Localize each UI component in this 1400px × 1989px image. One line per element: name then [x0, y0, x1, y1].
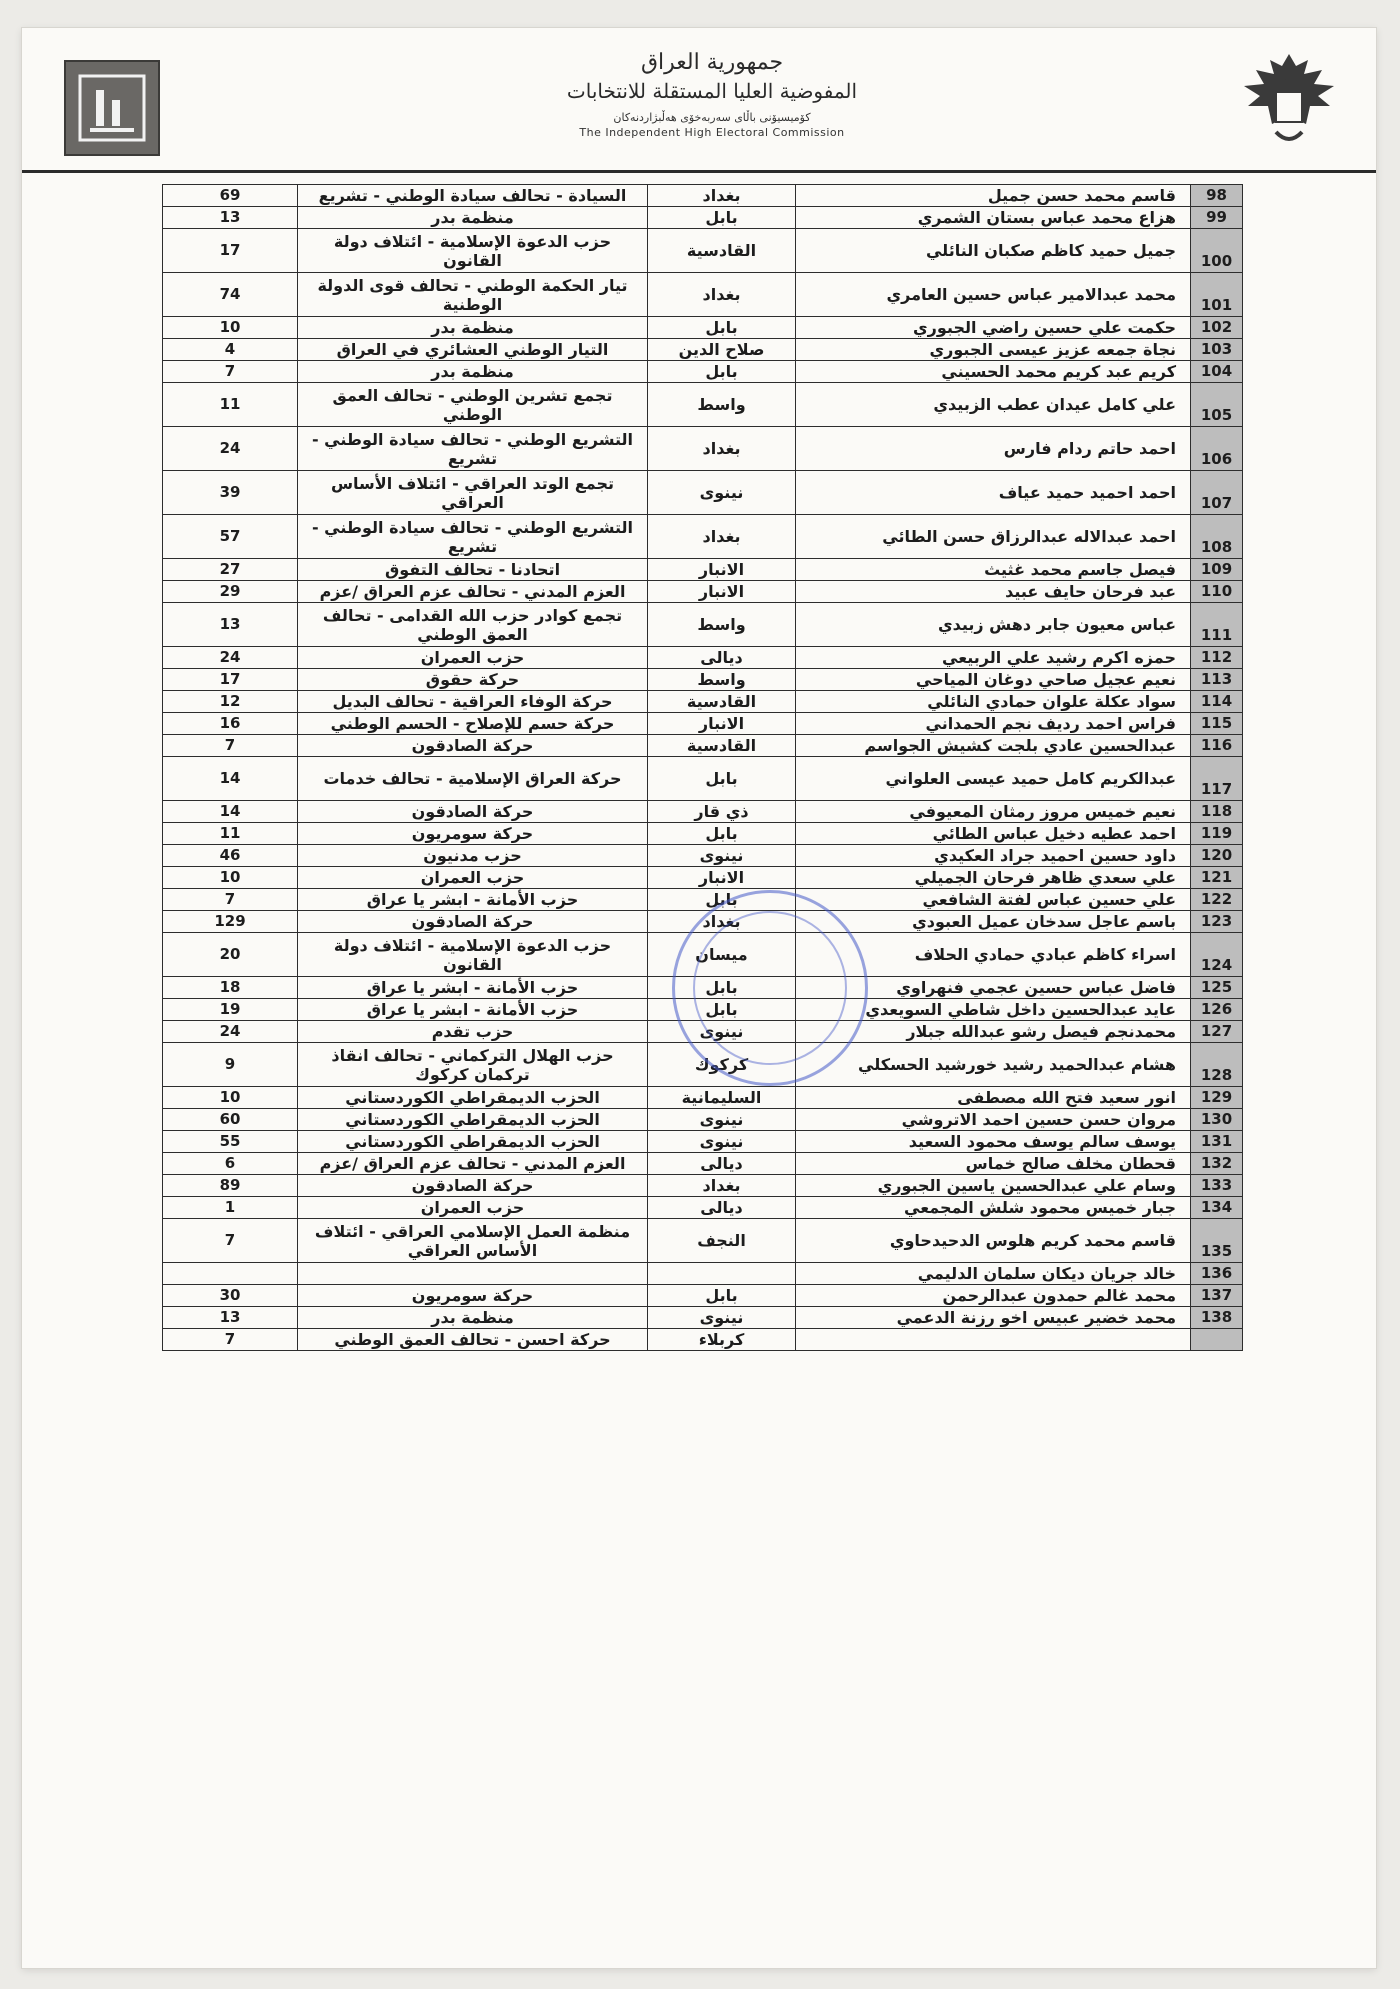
- row-number: 116: [1191, 735, 1243, 757]
- row-number: 126: [1191, 999, 1243, 1021]
- table-row: [163, 735, 1243, 757]
- vote-count: 30: [163, 1285, 298, 1307]
- vote-count: 7: [163, 1219, 298, 1263]
- province: بغداد: [648, 515, 796, 559]
- candidate-name: عايد عبدالحسين داخل شاطي السويعدي: [796, 999, 1191, 1021]
- province: واسط: [648, 603, 796, 647]
- org-line-kurdish: کۆمیسیۆنی باڵای سەربەخۆی هەڵبژاردنەکان: [613, 111, 811, 124]
- table-row: [163, 691, 1243, 713]
- vote-count: 6: [163, 1153, 298, 1175]
- table-row: [163, 867, 1243, 889]
- province: السليمانية: [648, 1087, 796, 1109]
- province: الانبار: [648, 559, 796, 581]
- party-name: حركة الصادقون: [298, 735, 648, 757]
- row-number: 121: [1191, 867, 1243, 889]
- results-table: [162, 184, 1243, 1351]
- table-row: [163, 889, 1243, 911]
- candidate-name: عبدالحسين عادي بلجت كشيش الجواسم: [796, 735, 1191, 757]
- org-line-country: جمهورية العراق: [640, 50, 784, 75]
- table-row: [163, 1263, 1243, 1285]
- party-name: حزب الأمانة - ابشر يا عراق: [298, 889, 648, 911]
- vote-count: [163, 1263, 298, 1285]
- candidate-name: يوسف سالم يوسف محمود السعيد: [796, 1131, 1191, 1153]
- row-number: 137: [1191, 1285, 1243, 1307]
- candidate-name: [796, 1329, 1191, 1351]
- vote-count: 11: [163, 823, 298, 845]
- vote-count: 17: [163, 229, 298, 273]
- vote-count: 24: [163, 647, 298, 669]
- candidate-name: نعيم عجيل صاحي دوغان المياحي: [796, 669, 1191, 691]
- party-name: اتحادنا - تحالف التفوق: [298, 559, 648, 581]
- candidate-name: عبد فرحان حايف عبيد: [796, 581, 1191, 603]
- table-row: [163, 1131, 1243, 1153]
- party-name: حركة احسن - تحالف العمق الوطني: [298, 1329, 648, 1351]
- party-name: حركة الوفاء العراقية - تحالف البديل: [298, 691, 648, 713]
- row-number: 108: [1191, 515, 1243, 559]
- table-row: [163, 933, 1243, 977]
- party-name: تجمع الوتد العراقي - ائتلاف الأساس العراقي: [298, 471, 648, 515]
- province: واسط: [648, 383, 796, 427]
- province: بابل: [648, 757, 796, 801]
- province: بابل: [648, 999, 796, 1021]
- vote-count: 16: [163, 713, 298, 735]
- party-name: حركة حقوق: [298, 669, 648, 691]
- party-name: حركة سومريون: [298, 823, 648, 845]
- commission-logo-icon: [66, 62, 158, 154]
- table-row: [163, 1109, 1243, 1131]
- row-number: 133: [1191, 1175, 1243, 1197]
- row-number: 131: [1191, 1131, 1243, 1153]
- row-number: 110: [1191, 581, 1243, 603]
- vote-count: 69: [163, 185, 298, 207]
- party-name: الحزب الديمقراطي الكوردستاني: [298, 1109, 648, 1131]
- vote-count: 13: [163, 603, 298, 647]
- candidate-name: فيصل جاسم محمد غثيث: [796, 559, 1191, 581]
- row-number: [1191, 1329, 1243, 1351]
- party-name: [298, 1263, 648, 1285]
- table-row: [163, 1197, 1243, 1219]
- table-row: [163, 1043, 1243, 1087]
- table-row: [163, 823, 1243, 845]
- province: بابل: [648, 889, 796, 911]
- party-name: التيار الوطني العشائري في العراق: [298, 339, 648, 361]
- table-row: [163, 317, 1243, 339]
- province: واسط: [648, 669, 796, 691]
- candidate-name: باسم عاجل سدخان عميل العبودي: [796, 911, 1191, 933]
- candidate-name: فاضل عباس حسين عجمي فنهراوي: [796, 977, 1191, 999]
- row-number: 100: [1191, 229, 1243, 273]
- row-number: 111: [1191, 603, 1243, 647]
- province: بغداد: [648, 1175, 796, 1197]
- vote-count: 13: [163, 1307, 298, 1329]
- row-number: 132: [1191, 1153, 1243, 1175]
- province: كربلاء: [648, 1329, 796, 1351]
- party-name: منظمة بدر: [298, 1307, 648, 1329]
- candidate-name: كريم عبد كريم محمد الحسيني: [796, 361, 1191, 383]
- candidate-name: قاسم محمد حسن جميل: [796, 185, 1191, 207]
- candidate-name: حمزه اكرم رشيد علي الربيعي: [796, 647, 1191, 669]
- candidate-name: قحطان مخلف صالح خماس: [796, 1153, 1191, 1175]
- province: نينوى: [648, 1109, 796, 1131]
- vote-count: 60: [163, 1109, 298, 1131]
- party-name: حزب الأمانة - ابشر يا عراق: [298, 999, 648, 1021]
- province: القادسية: [648, 691, 796, 713]
- table-row: [163, 207, 1243, 229]
- vote-count: 19: [163, 999, 298, 1021]
- province: ذي قار: [648, 801, 796, 823]
- party-name: حزب الدعوة الإسلامية - ائتلاف دولة القانون: [298, 933, 648, 977]
- row-number: 98: [1191, 185, 1243, 207]
- party-name: الحزب الديمقراطي الكوردستاني: [298, 1131, 648, 1153]
- vote-count: 13: [163, 207, 298, 229]
- province: ديالى: [648, 647, 796, 669]
- candidate-name: جميل حميد كاظم صكبان النائلي: [796, 229, 1191, 273]
- table-row: [163, 801, 1243, 823]
- table-row: [163, 581, 1243, 603]
- candidate-name: قاسم محمد كريم هلوس الدحيدحاوي: [796, 1219, 1191, 1263]
- row-number: 115: [1191, 713, 1243, 735]
- row-number: 125: [1191, 977, 1243, 999]
- table-row: [163, 647, 1243, 669]
- row-number: 103: [1191, 339, 1243, 361]
- table-row: [163, 1329, 1243, 1351]
- province: القادسية: [648, 229, 796, 273]
- organization-name: [442, 50, 982, 139]
- row-number: 129: [1191, 1087, 1243, 1109]
- candidate-name: احمد عبدالاله عبدالرزاق حسن الطائي: [796, 515, 1191, 559]
- vote-count: 7: [163, 735, 298, 757]
- vote-count: 10: [163, 317, 298, 339]
- province: كركوك: [648, 1043, 796, 1087]
- table-row: [163, 185, 1243, 207]
- row-number: 105: [1191, 383, 1243, 427]
- vote-count: 4: [163, 339, 298, 361]
- vote-count: 10: [163, 1087, 298, 1109]
- party-name: تجمع تشرين الوطني - تحالف العمق الوطني: [298, 383, 648, 427]
- row-number: 123: [1191, 911, 1243, 933]
- province: بابل: [648, 207, 796, 229]
- row-number: 101: [1191, 273, 1243, 317]
- table-row: [163, 273, 1243, 317]
- table-row: [163, 1153, 1243, 1175]
- party-name: حزب العمران: [298, 647, 648, 669]
- table-row: [163, 757, 1243, 801]
- table-row: [163, 1307, 1243, 1329]
- province: نينوى: [648, 1021, 796, 1043]
- party-name: منظمة بدر: [298, 361, 648, 383]
- party-name: حركة حسم للإصلاح - الحسم الوطني: [298, 713, 648, 735]
- vote-count: 24: [163, 1021, 298, 1043]
- vote-count: 18: [163, 977, 298, 999]
- vote-count: 10: [163, 867, 298, 889]
- document-page: [22, 28, 1376, 1968]
- row-number: 136: [1191, 1263, 1243, 1285]
- province: صلاح الدين: [648, 339, 796, 361]
- party-name: حزب الهلال التركماني - تحالف انقاذ تركمان كركوك: [298, 1043, 648, 1087]
- header-rule: [22, 170, 1376, 173]
- candidate-name: علي سعدي ظاهر فرحان الجميلي: [796, 867, 1191, 889]
- province: القادسية: [648, 735, 796, 757]
- vote-count: 9: [163, 1043, 298, 1087]
- row-number: 124: [1191, 933, 1243, 977]
- table-row: [163, 1219, 1243, 1263]
- province: نينوى: [648, 1307, 796, 1329]
- table-row: [163, 713, 1243, 735]
- party-name: منظمة بدر: [298, 317, 648, 339]
- party-name: تجمع كوادر حزب الله القدامى - تحالف العمق الوطني: [298, 603, 648, 647]
- org-line-english: The Independent High Electoral Commission: [579, 126, 845, 139]
- vote-count: 1: [163, 1197, 298, 1219]
- candidate-name: نجاة جمعه عزيز عيسى الجبوري: [796, 339, 1191, 361]
- row-number: 128: [1191, 1043, 1243, 1087]
- vote-count: 46: [163, 845, 298, 867]
- vote-count: 14: [163, 801, 298, 823]
- province: بابل: [648, 1285, 796, 1307]
- row-number: 122: [1191, 889, 1243, 911]
- party-name: منظمة العمل الإسلامي العراقي - ائتلاف الأساس العراقي: [298, 1219, 648, 1263]
- row-number: 119: [1191, 823, 1243, 845]
- province: بابل: [648, 977, 796, 999]
- candidate-name: محمد خضير عبيس اخو رزنة الدعمي: [796, 1307, 1191, 1329]
- province: بغداد: [648, 427, 796, 471]
- party-name: العزم المدني - تحالف عزم العراق /عزم: [298, 581, 648, 603]
- vote-count: 57: [163, 515, 298, 559]
- vote-count: 7: [163, 889, 298, 911]
- table-row: [163, 471, 1243, 515]
- province: الانبار: [648, 867, 796, 889]
- vote-count: 14: [163, 757, 298, 801]
- party-name: السيادة - تحالف سيادة الوطني - تشريع: [298, 185, 648, 207]
- row-number: 118: [1191, 801, 1243, 823]
- province: بابل: [648, 823, 796, 845]
- candidate-name: محمد غالم حمدون عبدالرحمن: [796, 1285, 1191, 1307]
- party-name: حركة الصادقون: [298, 801, 648, 823]
- candidate-name: نعيم خميس مروز رمثان المعيوفي: [796, 801, 1191, 823]
- results-table-wrapper: [162, 184, 1242, 1351]
- table-row: [163, 1087, 1243, 1109]
- party-name: حزب الدعوة الإسلامية - ائتلاف دولة القانون: [298, 229, 648, 273]
- org-line-commission: المفوضية العليا المستقلة للانتخابات: [566, 79, 858, 103]
- table-row: [163, 1021, 1243, 1043]
- party-name: حزب مدنيون: [298, 845, 648, 867]
- province: ديالى: [648, 1153, 796, 1175]
- letterhead: [22, 28, 1376, 178]
- vote-count: 39: [163, 471, 298, 515]
- party-name: العزم المدني - تحالف عزم العراق /عزم: [298, 1153, 648, 1175]
- candidate-name: عباس معيون جابر دهش زبيدي: [796, 603, 1191, 647]
- candidate-name: عبدالكريم كامل حميد عيسى العلواني: [796, 757, 1191, 801]
- candidate-name: جبار خميس محمود شلش المجمعي: [796, 1197, 1191, 1219]
- province: نينوى: [648, 1131, 796, 1153]
- table-row: [163, 383, 1243, 427]
- table-row: [163, 515, 1243, 559]
- vote-count: 20: [163, 933, 298, 977]
- candidate-name: علي كامل عيدان عطب الزبيدي: [796, 383, 1191, 427]
- province: ميسان: [648, 933, 796, 977]
- row-number: 102: [1191, 317, 1243, 339]
- row-number: 117: [1191, 757, 1243, 801]
- results-table-body: [163, 185, 1243, 1351]
- province: الانبار: [648, 713, 796, 735]
- province: [648, 1263, 796, 1285]
- province: ديالى: [648, 1197, 796, 1219]
- row-number: 99: [1191, 207, 1243, 229]
- iraq-eagle-emblem: [1234, 46, 1344, 156]
- vote-count: 129: [163, 911, 298, 933]
- vote-count: 55: [163, 1131, 298, 1153]
- commission-logo: [64, 60, 160, 156]
- table-row: [163, 669, 1243, 691]
- party-name: تيار الحكمة الوطني - تحالف قوى الدولة الوطنية: [298, 273, 648, 317]
- row-number: 107: [1191, 471, 1243, 515]
- candidate-name: حكمت علي حسين راضي الجبوري: [796, 317, 1191, 339]
- table-row: [163, 361, 1243, 383]
- candidate-name: هزاع محمد عباس بستان الشمري: [796, 207, 1191, 229]
- table-row: [163, 1175, 1243, 1197]
- party-name: التشريع الوطني - تحالف سيادة الوطني - تشريع: [298, 427, 648, 471]
- party-name: التشريع الوطني - تحالف سيادة الوطني - تشريع: [298, 515, 648, 559]
- table-row: [163, 845, 1243, 867]
- province: بابل: [648, 361, 796, 383]
- candidate-name: احمد عطيه دخيل عباس الطائي: [796, 823, 1191, 845]
- party-name: منظمة بدر: [298, 207, 648, 229]
- candidate-name: احمد حاتم ردام فارس: [796, 427, 1191, 471]
- party-name: حزب العمران: [298, 1197, 648, 1219]
- candidate-name: وسام علي عبدالحسين ياسين الجبوري: [796, 1175, 1191, 1197]
- vote-count: 7: [163, 1329, 298, 1351]
- candidate-name: محمدنجم فيصل رشو عبدالله جبلار: [796, 1021, 1191, 1043]
- table-row: [163, 559, 1243, 581]
- candidate-name: داود حسين احميد جراد العكيدي: [796, 845, 1191, 867]
- table-row: [163, 999, 1243, 1021]
- row-number: 138: [1191, 1307, 1243, 1329]
- row-number: 113: [1191, 669, 1243, 691]
- candidate-name: انور سعيد فتح الله مصطفى: [796, 1087, 1191, 1109]
- table-row: [163, 911, 1243, 933]
- row-number: 135: [1191, 1219, 1243, 1263]
- province: النجف: [648, 1219, 796, 1263]
- party-name: الحزب الديمقراطي الكوردستاني: [298, 1087, 648, 1109]
- party-name: حزب العمران: [298, 867, 648, 889]
- vote-count: 12: [163, 691, 298, 713]
- candidate-name: هشام عبدالحميد رشيد خورشيد الحسكلي: [796, 1043, 1191, 1087]
- province: نينوى: [648, 471, 796, 515]
- province: نينوى: [648, 845, 796, 867]
- candidate-name: اسراء كاظم عبادي حمادي الحلاف: [796, 933, 1191, 977]
- table-row: [163, 339, 1243, 361]
- province: الانبار: [648, 581, 796, 603]
- table-row: [163, 603, 1243, 647]
- row-number: 130: [1191, 1109, 1243, 1131]
- table-row: [163, 427, 1243, 471]
- vote-count: 74: [163, 273, 298, 317]
- candidate-name: احمد احميد حميد عياف: [796, 471, 1191, 515]
- party-name: حركة الصادقون: [298, 911, 648, 933]
- table-row: [163, 977, 1243, 999]
- party-name: حركة سومريون: [298, 1285, 648, 1307]
- party-name: حزب الأمانة - ابشر يا عراق: [298, 977, 648, 999]
- province: بغداد: [648, 911, 796, 933]
- party-name: حزب تقدم: [298, 1021, 648, 1043]
- vote-count: 29: [163, 581, 298, 603]
- party-name: حركة الصادقون: [298, 1175, 648, 1197]
- row-number: 114: [1191, 691, 1243, 713]
- row-number: 106: [1191, 427, 1243, 471]
- province: بابل: [648, 317, 796, 339]
- vote-count: 24: [163, 427, 298, 471]
- row-number: 127: [1191, 1021, 1243, 1043]
- row-number: 104: [1191, 361, 1243, 383]
- candidate-name: محمد عبدالامير عباس حسين العامري: [796, 273, 1191, 317]
- row-number: 109: [1191, 559, 1243, 581]
- row-number: 120: [1191, 845, 1243, 867]
- candidate-name: مروان حسن حسين احمد الاتروشي: [796, 1109, 1191, 1131]
- vote-count: 11: [163, 383, 298, 427]
- vote-count: 17: [163, 669, 298, 691]
- table-row: [163, 229, 1243, 273]
- candidate-name: علي حسين عباس لفتة الشافعي: [796, 889, 1191, 911]
- vote-count: 89: [163, 1175, 298, 1197]
- vote-count: 27: [163, 559, 298, 581]
- candidate-name: سواد عكلة علوان حمادي النائلي: [796, 691, 1191, 713]
- province: بغداد: [648, 273, 796, 317]
- row-number: 112: [1191, 647, 1243, 669]
- candidate-name: خالد جريان ديكان سلمان الدليمي: [796, 1263, 1191, 1285]
- province: بغداد: [648, 185, 796, 207]
- vote-count: 7: [163, 361, 298, 383]
- row-number: 134: [1191, 1197, 1243, 1219]
- candidate-name: فراس احمد رديف نجم الحمداني: [796, 713, 1191, 735]
- party-name: حركة العراق الإسلامية - تحالف خدمات: [298, 757, 648, 801]
- table-row: [163, 1285, 1243, 1307]
